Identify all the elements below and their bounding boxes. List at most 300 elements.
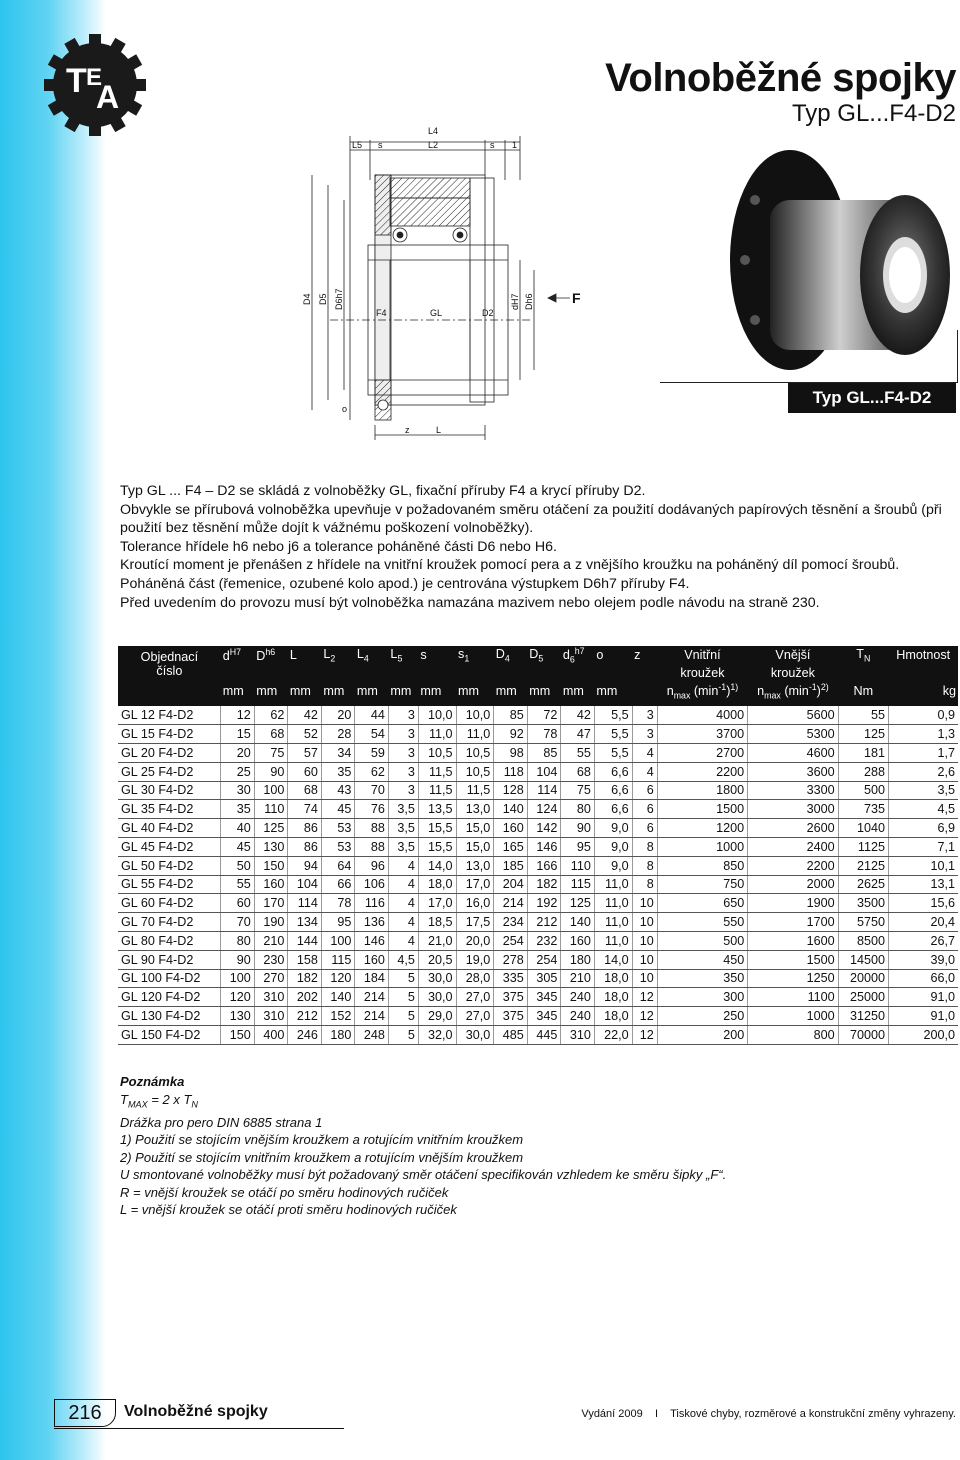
- table-cell: 78: [527, 725, 561, 744]
- table-cell: 3500: [838, 894, 888, 913]
- table-cell: 240: [561, 988, 595, 1007]
- footer: [0, 1395, 960, 1435]
- table-row: [118, 875, 958, 894]
- table-cell: 10: [632, 894, 657, 913]
- table-cell: 70: [221, 913, 255, 932]
- table-cell: 1500: [657, 800, 747, 819]
- table-cell: 55: [838, 706, 888, 724]
- table-cell: 12: [221, 706, 255, 724]
- logo-letter-t: T: [66, 62, 87, 100]
- table-cell: 14,0: [594, 950, 632, 969]
- table-cell: 158: [288, 950, 322, 969]
- table-cell: 150: [254, 856, 288, 875]
- table-cell: 5,5: [594, 725, 632, 744]
- notes-tmax: $T_{MAX} = 2$ x $T_N$: [120, 1091, 198, 1110]
- table-cell: 14,0: [418, 856, 456, 875]
- table-cell: 20: [321, 706, 355, 724]
- table-cell: 400: [254, 1025, 288, 1044]
- table-cell: 11,0: [594, 931, 632, 950]
- table-cell: 134: [288, 913, 322, 932]
- table-cell: 42: [288, 706, 322, 724]
- table-cell: 20,5: [418, 950, 456, 969]
- table-cell: 4,5: [888, 800, 958, 819]
- table-cell: 6: [632, 819, 657, 838]
- table-cell: 19,0: [456, 950, 494, 969]
- table-cell: 2400: [748, 837, 838, 856]
- dim-z: z: [405, 425, 410, 435]
- table-cell: 66: [321, 875, 355, 894]
- table-cell: 375: [494, 988, 528, 1007]
- order-number-cell: GL 50 F4-D2: [118, 856, 221, 875]
- table-cell: 1000: [748, 1007, 838, 1026]
- table-cell: 250: [657, 1007, 747, 1026]
- table-cell: 2700: [657, 744, 747, 763]
- table-row: [118, 837, 958, 856]
- table-cell: 94: [288, 856, 322, 875]
- table-cell: 47: [561, 725, 595, 744]
- unit-kg: kg: [888, 682, 958, 707]
- tea-logo-icon: [40, 30, 150, 140]
- table-cell: 4: [388, 894, 418, 913]
- table-cell: 57: [288, 744, 322, 763]
- table-cell: 4: [632, 762, 657, 781]
- table-cell: 15: [221, 725, 255, 744]
- table-cell: 10,1: [888, 856, 958, 875]
- table-cell: 3: [388, 744, 418, 763]
- table-cell: 4,5: [388, 950, 418, 969]
- table-cell: 7,1: [888, 837, 958, 856]
- notes-line-4: U smontované volnoběžky musí být požadovaný směr otáčení specifikován vzhledem ke směru šipky „F“.: [120, 1167, 727, 1183]
- table-cell: 1600: [748, 931, 838, 950]
- table-cell: 15,0: [456, 819, 494, 838]
- unit-d6: mm: [561, 682, 595, 707]
- table-cell: 2200: [657, 762, 747, 781]
- page-subtitle: Typ GL...F4-D2: [791, 100, 956, 127]
- order-number-cell: GL 100 F4-D2: [118, 969, 221, 988]
- table-row: [118, 988, 958, 1007]
- table-cell: 485: [494, 1025, 528, 1044]
- table-cell: 59: [355, 744, 389, 763]
- table-cell: 86: [288, 837, 322, 856]
- col-mass: Hmotnost: [888, 646, 958, 665]
- table-cell: 20: [221, 744, 255, 763]
- unit-s1: mm: [456, 682, 494, 707]
- table-cell: 11,0: [456, 725, 494, 744]
- table-cell: 3: [632, 706, 657, 724]
- spec-table-body: [118, 706, 958, 1044]
- table-cell: 22,0: [594, 1025, 632, 1044]
- table-cell: 11,0: [594, 913, 632, 932]
- logo-letter-a: A: [96, 79, 120, 115]
- table-cell: 11,5: [418, 762, 456, 781]
- table-cell: 2,6: [888, 762, 958, 781]
- table-cell: 1500: [748, 950, 838, 969]
- table-cell: 34: [321, 744, 355, 763]
- unit-L: mm: [288, 682, 322, 707]
- unit-L2: mm: [321, 682, 355, 707]
- table-cell: 5300: [748, 725, 838, 744]
- table-cell: 3,5: [888, 781, 958, 800]
- table-cell: 11,0: [418, 725, 456, 744]
- table-cell: 9,0: [594, 856, 632, 875]
- table-cell: 9,0: [594, 837, 632, 856]
- table-cell: 66,0: [888, 969, 958, 988]
- table-cell: 115: [321, 950, 355, 969]
- table-cell: 204: [494, 875, 528, 894]
- table-cell: 28,0: [456, 969, 494, 988]
- table-cell: 90: [221, 950, 255, 969]
- table-cell: 246: [288, 1025, 322, 1044]
- description-line-1: Typ GL ... F4 – D2 se skládá z volnoběžky GL, fixační příruby F4 a krycí příruby D2.: [120, 483, 646, 499]
- table-cell: 5,5: [594, 744, 632, 763]
- page-title-block: [605, 58, 956, 128]
- table-cell: 68: [561, 762, 595, 781]
- table-cell: 202: [288, 988, 322, 1007]
- table-cell: 335: [494, 969, 528, 988]
- table-cell: 1000: [657, 837, 747, 856]
- dim-s-right: s: [490, 140, 495, 150]
- table-cell: 88: [355, 819, 389, 838]
- order-number-cell: GL 20 F4-D2: [118, 744, 221, 763]
- unit-L4: mm: [355, 682, 389, 707]
- table-cell: 300: [657, 988, 747, 1007]
- dim-l2: L2: [428, 140, 439, 150]
- table-cell: 214: [494, 894, 528, 913]
- footer-edition: Vydání 2009: [581, 1408, 643, 1420]
- table-cell: 10: [632, 969, 657, 988]
- table-cell: 125: [561, 894, 595, 913]
- col-outer: Vnější: [748, 646, 838, 665]
- table-cell: 13,5: [418, 800, 456, 819]
- table-cell: 750: [657, 875, 747, 894]
- unit-s: mm: [418, 682, 456, 707]
- table-cell: 100: [221, 969, 255, 988]
- table-cell: 125: [838, 725, 888, 744]
- table-cell: 50: [221, 856, 255, 875]
- table-cell: 124: [527, 800, 561, 819]
- order-number-cell: GL 120 F4-D2: [118, 988, 221, 1007]
- table-cell: 12: [632, 988, 657, 1007]
- table-cell: 120: [221, 988, 255, 1007]
- table-cell: 130: [221, 1007, 255, 1026]
- table-cell: 345: [527, 1007, 561, 1026]
- table-cell: 10: [632, 931, 657, 950]
- table-cell: 11,5: [418, 781, 456, 800]
- order-number-cell: GL 35 F4-D2: [118, 800, 221, 819]
- table-cell: 15,5: [418, 837, 456, 856]
- unit-D: mm: [254, 682, 288, 707]
- table-cell: 10: [632, 950, 657, 969]
- table-cell: 70: [355, 781, 389, 800]
- table-cell: 17,5: [456, 913, 494, 932]
- table-cell: 10,5: [456, 762, 494, 781]
- table-cell: 4: [388, 931, 418, 950]
- table-cell: 6,6: [594, 781, 632, 800]
- col-s: s: [418, 646, 456, 665]
- table-cell: 3300: [748, 781, 838, 800]
- notes-heading: Poznámka: [120, 1074, 185, 1089]
- table-cell: 42: [561, 706, 595, 724]
- table-cell: 182: [527, 875, 561, 894]
- table-cell: 4: [388, 856, 418, 875]
- table-cell: 3600: [748, 762, 838, 781]
- table-cell: 130: [254, 837, 288, 856]
- table-row: [118, 969, 958, 988]
- table-row: [118, 1007, 958, 1026]
- side-color-strip: [0, 0, 106, 1460]
- table-cell: 234: [494, 913, 528, 932]
- table-cell: 3: [388, 706, 418, 724]
- spec-table: [118, 646, 958, 1045]
- table-cell: 17,0: [418, 894, 456, 913]
- order-number-cell: GL 90 F4-D2: [118, 950, 221, 969]
- table-cell: 45: [221, 837, 255, 856]
- table-cell: 4: [388, 875, 418, 894]
- table-cell: 60: [288, 762, 322, 781]
- dim-d6h7: D6h7: [334, 288, 344, 310]
- table-cell: 1125: [838, 837, 888, 856]
- page-title: Volnoběžné spojky: [605, 56, 956, 100]
- table-cell: 95: [561, 837, 595, 856]
- table-cell: 13,0: [456, 856, 494, 875]
- table-cell: 200: [657, 1025, 747, 1044]
- unit-nmax-outer: $n_{max}$ $(\min^{-1})^{2)}$: [748, 682, 838, 707]
- col-D: $D^{h6}$: [254, 646, 288, 665]
- table-cell: 5: [388, 1025, 418, 1044]
- col-outer-2: kroužek: [748, 665, 838, 682]
- table-cell: 214: [355, 1007, 389, 1026]
- table-cell: 850: [657, 856, 747, 875]
- table-cell: 45: [321, 800, 355, 819]
- table-cell: 15,0: [456, 837, 494, 856]
- description-line-3: Tolerance hřídele h6 nebo j6 a tolerance poháněné části D6 nebo H6.: [120, 538, 557, 555]
- table-cell: 13,1: [888, 875, 958, 894]
- order-number-cell: GL 15 F4-D2: [118, 725, 221, 744]
- table-cell: 85: [527, 744, 561, 763]
- table-cell: 2200: [748, 856, 838, 875]
- col-L2: $L_2$: [321, 646, 355, 665]
- table-cell: 0,9: [888, 706, 958, 724]
- table-cell: 91,0: [888, 1007, 958, 1026]
- table-cell: 170: [254, 894, 288, 913]
- part-f4: F4: [376, 308, 387, 318]
- table-cell: 90: [254, 762, 288, 781]
- table-cell: 5600: [748, 706, 838, 724]
- order-number-cell: GL 60 F4-D2: [118, 894, 221, 913]
- table-cell: 550: [657, 913, 747, 932]
- table-cell: 150: [221, 1025, 255, 1044]
- table-cell: 6,9: [888, 819, 958, 838]
- arrow-f-label: F: [572, 290, 581, 306]
- table-cell: 190: [254, 913, 288, 932]
- table-cell: 214: [355, 988, 389, 1007]
- table-cell: 17,0: [456, 875, 494, 894]
- table-row: [118, 1025, 958, 1044]
- table-cell: 15,5: [418, 819, 456, 838]
- table-cell: 14500: [838, 950, 888, 969]
- table-cell: 140: [321, 988, 355, 1007]
- table-cell: 3000: [748, 800, 838, 819]
- unit-nm: Nm: [838, 682, 888, 707]
- table-cell: 96: [355, 856, 389, 875]
- dim-dh7: dH7: [510, 293, 520, 310]
- table-cell: 26,7: [888, 931, 958, 950]
- table-cell: 144: [288, 931, 322, 950]
- table-cell: 230: [254, 950, 288, 969]
- table-cell: 18,0: [594, 988, 632, 1007]
- table-cell: 18,5: [418, 913, 456, 932]
- table-cell: 20,0: [456, 931, 494, 950]
- description-line-4: Kroutící moment je přenášen z hřídele na vnitřní kroužek pomocí pera a z vnějšího kroužku na poháněný díl pomocí šroubů.: [120, 557, 900, 574]
- table-cell: 375: [494, 1007, 528, 1026]
- table-row: [118, 800, 958, 819]
- table-cell: 160: [494, 819, 528, 838]
- table-cell: 152: [321, 1007, 355, 1026]
- table-cell: 2600: [748, 819, 838, 838]
- dim-d4: D4: [302, 293, 312, 305]
- table-cell: 146: [355, 931, 389, 950]
- col-L: L: [288, 646, 322, 665]
- table-cell: 30: [221, 781, 255, 800]
- table-cell: 1900: [748, 894, 838, 913]
- table-cell: 72: [527, 706, 561, 724]
- table-cell: 10,0: [418, 706, 456, 724]
- unit-nmax-inner: $n_{max}$ $(\min^{-1})^{1)}$: [657, 682, 747, 707]
- table-cell: 115: [561, 875, 595, 894]
- table-cell: 68: [254, 725, 288, 744]
- table-cell: 76: [355, 800, 389, 819]
- table-row: [118, 913, 958, 932]
- table-cell: 114: [288, 894, 322, 913]
- table-cell: 32,0: [418, 1025, 456, 1044]
- table-cell: 1100: [748, 988, 838, 1007]
- table-cell: 254: [494, 931, 528, 950]
- table-cell: 10,0: [456, 706, 494, 724]
- table-cell: 2625: [838, 875, 888, 894]
- table-row: [118, 781, 958, 800]
- table-cell: 160: [561, 931, 595, 950]
- table-cell: 184: [355, 969, 389, 988]
- table-cell: 2000: [748, 875, 838, 894]
- table-cell: 85: [494, 706, 528, 724]
- table-cell: 75: [254, 744, 288, 763]
- table-cell: 165: [494, 837, 528, 856]
- table-cell: 18,0: [418, 875, 456, 894]
- dim-l: L: [436, 425, 442, 435]
- table-cell: 3: [632, 725, 657, 744]
- table-cell: 1700: [748, 913, 838, 932]
- table-cell: 160: [355, 950, 389, 969]
- table-cell: 31250: [838, 1007, 888, 1026]
- table-cell: 12: [632, 1025, 657, 1044]
- dim-d5: D5: [318, 293, 328, 305]
- table-cell: 278: [494, 950, 528, 969]
- notes-line-6: L = vnější kroužek se otáčí proti směru hodinových ručiček: [120, 1202, 457, 1218]
- table-cell: 100: [321, 931, 355, 950]
- table-cell: 80: [561, 800, 595, 819]
- table-cell: 60: [221, 894, 255, 913]
- notes-line-5: R = vnější kroužek se otáčí po směru hodinových ručiček: [120, 1184, 449, 1200]
- page-number: 216: [54, 1399, 116, 1427]
- table-cell: 140: [561, 913, 595, 932]
- unit-D4: mm: [494, 682, 528, 707]
- col-order-no: Objednací číslo: [118, 646, 221, 682]
- table-cell: 140: [494, 800, 528, 819]
- table-cell: 212: [527, 913, 561, 932]
- dim-1: 1: [512, 140, 518, 150]
- table-cell: 30,0: [418, 969, 456, 988]
- table-cell: 212: [288, 1007, 322, 1026]
- table-cell: 1040: [838, 819, 888, 838]
- table-cell: 6,6: [594, 800, 632, 819]
- table-cell: 800: [748, 1025, 838, 1044]
- table-cell: 30,0: [418, 988, 456, 1007]
- table-row: [118, 856, 958, 875]
- order-number-cell: GL 70 F4-D2: [118, 913, 221, 932]
- table-cell: 10: [632, 913, 657, 932]
- order-number-cell: GL 130 F4-D2: [118, 1007, 221, 1026]
- table-row: [118, 819, 958, 838]
- table-cell: 500: [657, 931, 747, 950]
- notes-line-2: 1) Použití se stojícím vnějším kroužkem a rotujícím vnitřním kroužkem: [120, 1132, 524, 1148]
- table-cell: 52: [288, 725, 322, 744]
- table-cell: 116: [355, 894, 389, 913]
- table-cell: 68: [288, 781, 322, 800]
- table-cell: 3: [388, 781, 418, 800]
- table-cell: 6,6: [594, 762, 632, 781]
- footer-separator: I: [655, 1408, 659, 1420]
- table-cell: 18,0: [594, 1007, 632, 1026]
- table-cell: 345: [527, 988, 561, 1007]
- table-cell: 54: [355, 725, 389, 744]
- table-row: [118, 706, 958, 724]
- col-s1: $s_1$: [456, 646, 494, 665]
- photo-divider-vertical: [957, 330, 958, 382]
- table-cell: 125: [254, 819, 288, 838]
- table-cell: 13,0: [456, 800, 494, 819]
- table-cell: 80: [221, 931, 255, 950]
- table-row: [118, 744, 958, 763]
- col-L5: $L_5$: [388, 646, 418, 665]
- description-line-2: Obvykle se přírubová volnoběžka upevňuje v požadovaném směru otáčení za použití dodávaných papírových těsnění a šroubů (při použití bez těsnění může dojít k vážnému poškození volnoběžky).: [120, 501, 942, 537]
- table-cell: 25000: [838, 988, 888, 1007]
- part-d2: D2: [482, 308, 494, 318]
- table-cell: 11,5: [456, 781, 494, 800]
- col-D4: $D_4$: [494, 646, 528, 665]
- table-cell: 3700: [657, 725, 747, 744]
- col-inner: Vnitřní: [657, 646, 747, 665]
- table-cell: 5: [388, 1007, 418, 1026]
- table-cell: 5750: [838, 913, 888, 932]
- table-cell: 1250: [748, 969, 838, 988]
- table-cell: 650: [657, 894, 747, 913]
- description-line-6: Před uvedením do provozu musí být volnoběžka namazána mazivem nebo olejem podle návodu na straně 230.: [120, 594, 820, 611]
- table-cell: 445: [527, 1025, 561, 1044]
- notes-line-3: 2) Použití se stojícím vnitřním kroužkem a rotujícím vnějším kroužkem: [120, 1149, 524, 1165]
- table-cell: 1,3: [888, 725, 958, 744]
- table-cell: 11,0: [594, 894, 632, 913]
- table-cell: 248: [355, 1025, 389, 1044]
- unit-o: mm: [594, 682, 632, 707]
- order-number-cell: GL 45 F4-D2: [118, 837, 221, 856]
- notes-line-1: Drážka pro pero DIN 6885 strana 1: [120, 1114, 323, 1130]
- col-o: o: [594, 646, 632, 665]
- table-cell: 310: [254, 1007, 288, 1026]
- table-cell: 104: [288, 875, 322, 894]
- table-cell: 192: [527, 894, 561, 913]
- table-cell: 15,6: [888, 894, 958, 913]
- table-cell: 270: [254, 969, 288, 988]
